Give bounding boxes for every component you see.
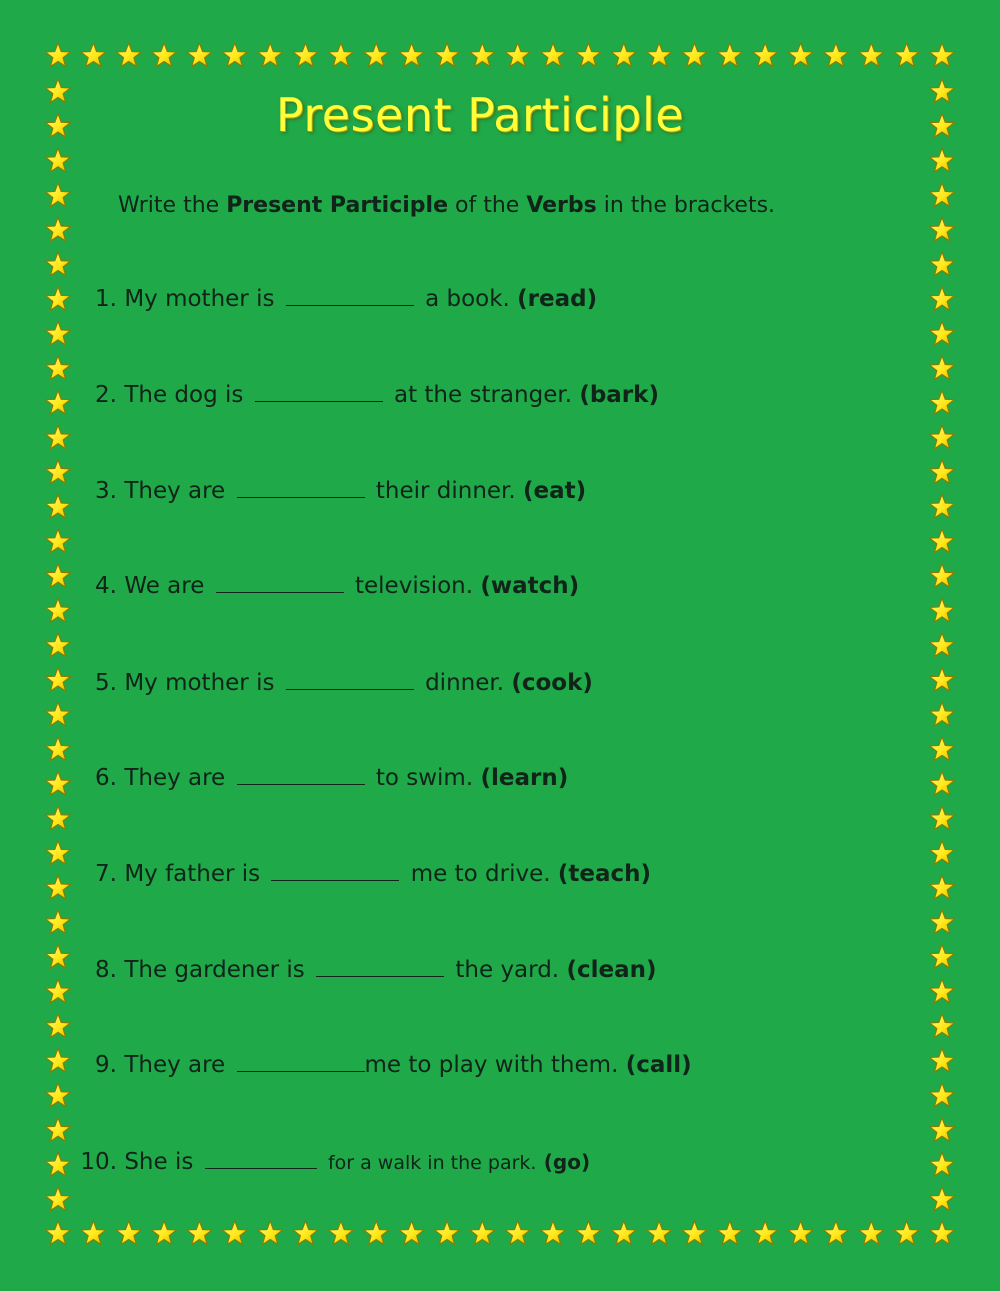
question-text-after: for a walk in the park. <box>327 1152 537 1174</box>
star-icon <box>788 1221 813 1245</box>
star-icon <box>46 1187 71 1211</box>
star-icon <box>81 43 106 67</box>
star-icon <box>930 287 955 311</box>
question-text-before: We are <box>124 573 205 599</box>
question-7 <box>60 858 651 890</box>
star-icon <box>46 806 71 830</box>
answer-blank[interactable] <box>271 860 399 881</box>
star-icon <box>81 1221 106 1245</box>
answer-blank[interactable] <box>255 381 383 402</box>
star-icon <box>576 1221 601 1245</box>
star-icon <box>435 43 460 67</box>
verb-hint: (bark) <box>579 382 659 408</box>
instruction-part: of the <box>448 193 527 218</box>
star-icon <box>930 460 955 484</box>
star-icon <box>46 910 71 934</box>
star-icon <box>930 806 955 830</box>
star-icon <box>930 598 955 622</box>
instruction-bold-term: Present Participle <box>226 193 449 218</box>
verb-hint: (clean) <box>566 957 657 983</box>
star-icon <box>293 43 318 67</box>
star-icon <box>329 1221 354 1245</box>
star-icon <box>859 43 884 67</box>
question-4 <box>60 570 579 602</box>
verb-hint: (learn) <box>480 765 569 791</box>
star-icon <box>682 1221 707 1245</box>
star-icon <box>930 1014 955 1038</box>
question-number: 4. <box>95 573 117 599</box>
question-text-after: to swim. <box>375 765 474 791</box>
star-icon <box>46 1118 71 1142</box>
verb-hint: (go) <box>543 1150 591 1174</box>
star-icon <box>505 43 530 67</box>
star-icon <box>116 1221 141 1245</box>
question-text-before: The gardener is <box>124 957 305 983</box>
question-text-before: The dog is <box>124 382 244 408</box>
star-icon <box>930 702 955 726</box>
star-icon <box>718 1221 743 1245</box>
star-icon <box>930 564 955 588</box>
star-icon <box>930 1187 955 1211</box>
star-icon <box>46 252 71 276</box>
star-icon <box>46 702 71 726</box>
question-text-after: at the stranger. <box>393 382 572 408</box>
star-icon <box>930 1152 955 1176</box>
star-icon <box>576 43 601 67</box>
star-icon <box>470 1221 495 1245</box>
question-number: 3. <box>95 478 117 504</box>
star-icon <box>930 425 955 449</box>
star-icon <box>222 1221 247 1245</box>
star-icon <box>647 1221 672 1245</box>
star-icon <box>930 1221 955 1245</box>
answer-blank[interactable] <box>216 572 344 593</box>
star-icon <box>930 391 955 415</box>
question-number: 1. <box>95 286 117 312</box>
question-text-before: My father is <box>124 861 261 887</box>
star-icon <box>364 1221 389 1245</box>
question-8 <box>60 954 656 986</box>
answer-blank[interactable] <box>316 956 444 977</box>
answer-blank[interactable] <box>237 1051 365 1072</box>
star-icon <box>46 529 71 553</box>
question-text-before: She is <box>124 1149 194 1175</box>
question-2 <box>60 379 659 411</box>
star-icon <box>859 1221 884 1245</box>
verb-hint: (eat) <box>523 478 587 504</box>
question-number: 7. <box>95 861 117 887</box>
verb-hint: (call) <box>625 1052 692 1078</box>
star-icon <box>930 772 955 796</box>
star-icon <box>46 321 71 345</box>
star-icon <box>894 1221 919 1245</box>
instruction-text <box>118 193 775 218</box>
question-text-before: My mother is <box>124 670 275 696</box>
question-number: 2. <box>95 382 117 408</box>
star-icon <box>541 1221 566 1245</box>
star-icon <box>470 43 495 67</box>
star-icon <box>46 737 71 761</box>
star-icon <box>824 1221 849 1245</box>
star-icon <box>930 495 955 519</box>
question-text-before: My mother is <box>124 286 275 312</box>
star-icon <box>46 356 71 380</box>
star-icon <box>930 979 955 1003</box>
star-icon <box>753 1221 778 1245</box>
question-number: 5. <box>95 670 117 696</box>
star-icon <box>930 875 955 899</box>
star-icon <box>152 43 177 67</box>
answer-blank[interactable] <box>205 1148 317 1169</box>
answer-blank[interactable] <box>237 764 365 785</box>
star-icon <box>930 633 955 657</box>
verb-hint: (cook) <box>511 670 593 696</box>
star-icon <box>46 148 71 172</box>
question-text-before: They are <box>124 478 226 504</box>
question-3 <box>60 475 586 507</box>
star-icon <box>46 43 71 67</box>
star-icon <box>505 1221 530 1245</box>
question-text-after: a book. <box>425 286 510 312</box>
verb-hint: (read) <box>517 286 598 312</box>
question-number: 6. <box>95 765 117 791</box>
star-icon <box>187 1221 212 1245</box>
star-icon <box>930 252 955 276</box>
star-icon <box>541 43 566 67</box>
question-5 <box>60 667 593 699</box>
star-icon <box>930 356 955 380</box>
answer-blank[interactable] <box>286 669 414 690</box>
star-icon <box>222 43 247 67</box>
page-title: Present Participle <box>275 88 685 142</box>
star-icon <box>930 1049 955 1073</box>
instruction-part: Write the <box>118 193 227 218</box>
star-icon <box>930 945 955 969</box>
question-1 <box>60 283 597 315</box>
star-icon <box>930 321 955 345</box>
star-icon <box>46 1221 71 1245</box>
star-icon <box>930 529 955 553</box>
star-icon <box>46 1083 71 1107</box>
star-icon <box>293 1221 318 1245</box>
question-6 <box>60 762 568 794</box>
question-9 <box>60 1049 692 1081</box>
star-icon <box>930 668 955 692</box>
star-icon <box>435 1221 460 1245</box>
verb-hint: (teach) <box>557 861 652 887</box>
answer-blank[interactable] <box>286 285 414 306</box>
question-text-after: the yard. <box>455 957 560 983</box>
star-icon <box>930 1118 955 1142</box>
star-icon <box>824 43 849 67</box>
star-icon <box>46 425 71 449</box>
star-icon <box>611 1221 636 1245</box>
star-icon <box>718 43 743 67</box>
answer-blank[interactable] <box>237 477 365 498</box>
star-icon <box>788 43 813 67</box>
question-text-after: dinner. <box>425 670 505 696</box>
star-icon <box>930 43 955 67</box>
star-icon <box>152 1221 177 1245</box>
question-text-after: television. <box>355 573 474 599</box>
verb-hint: (watch) <box>480 573 580 599</box>
star-icon <box>187 43 212 67</box>
question-text-after: me to play with them. <box>364 1052 619 1078</box>
question-text-after: their dinner. <box>375 478 516 504</box>
question-10 <box>60 1146 590 1178</box>
star-icon <box>894 43 919 67</box>
star-icon <box>399 43 424 67</box>
question-number: 8. <box>95 957 117 983</box>
instruction-part: in the brackets. <box>596 193 776 218</box>
star-icon <box>930 910 955 934</box>
star-icon <box>930 841 955 865</box>
star-icon <box>611 43 636 67</box>
star-icon <box>46 633 71 657</box>
star-icon <box>930 183 955 207</box>
question-text-before: They are <box>124 765 226 791</box>
star-icon <box>46 218 71 242</box>
star-icon <box>116 43 141 67</box>
star-icon <box>930 148 955 172</box>
star-icon <box>930 1083 955 1107</box>
instruction-bold-term: Verbs <box>526 193 597 218</box>
star-icon <box>364 43 389 67</box>
star-icon <box>930 218 955 242</box>
question-number: 9. <box>95 1052 117 1078</box>
question-number: 10. <box>80 1149 117 1175</box>
star-icon <box>258 43 283 67</box>
star-icon <box>753 43 778 67</box>
star-icon <box>46 1014 71 1038</box>
question-text-after: me to drive. <box>410 861 551 887</box>
star-icon <box>258 1221 283 1245</box>
star-icon <box>930 737 955 761</box>
question-text-before: They are <box>124 1052 226 1078</box>
star-icon <box>399 1221 424 1245</box>
star-icon <box>329 43 354 67</box>
star-icon <box>682 43 707 67</box>
star-icon <box>46 183 71 207</box>
star-icon <box>647 43 672 67</box>
